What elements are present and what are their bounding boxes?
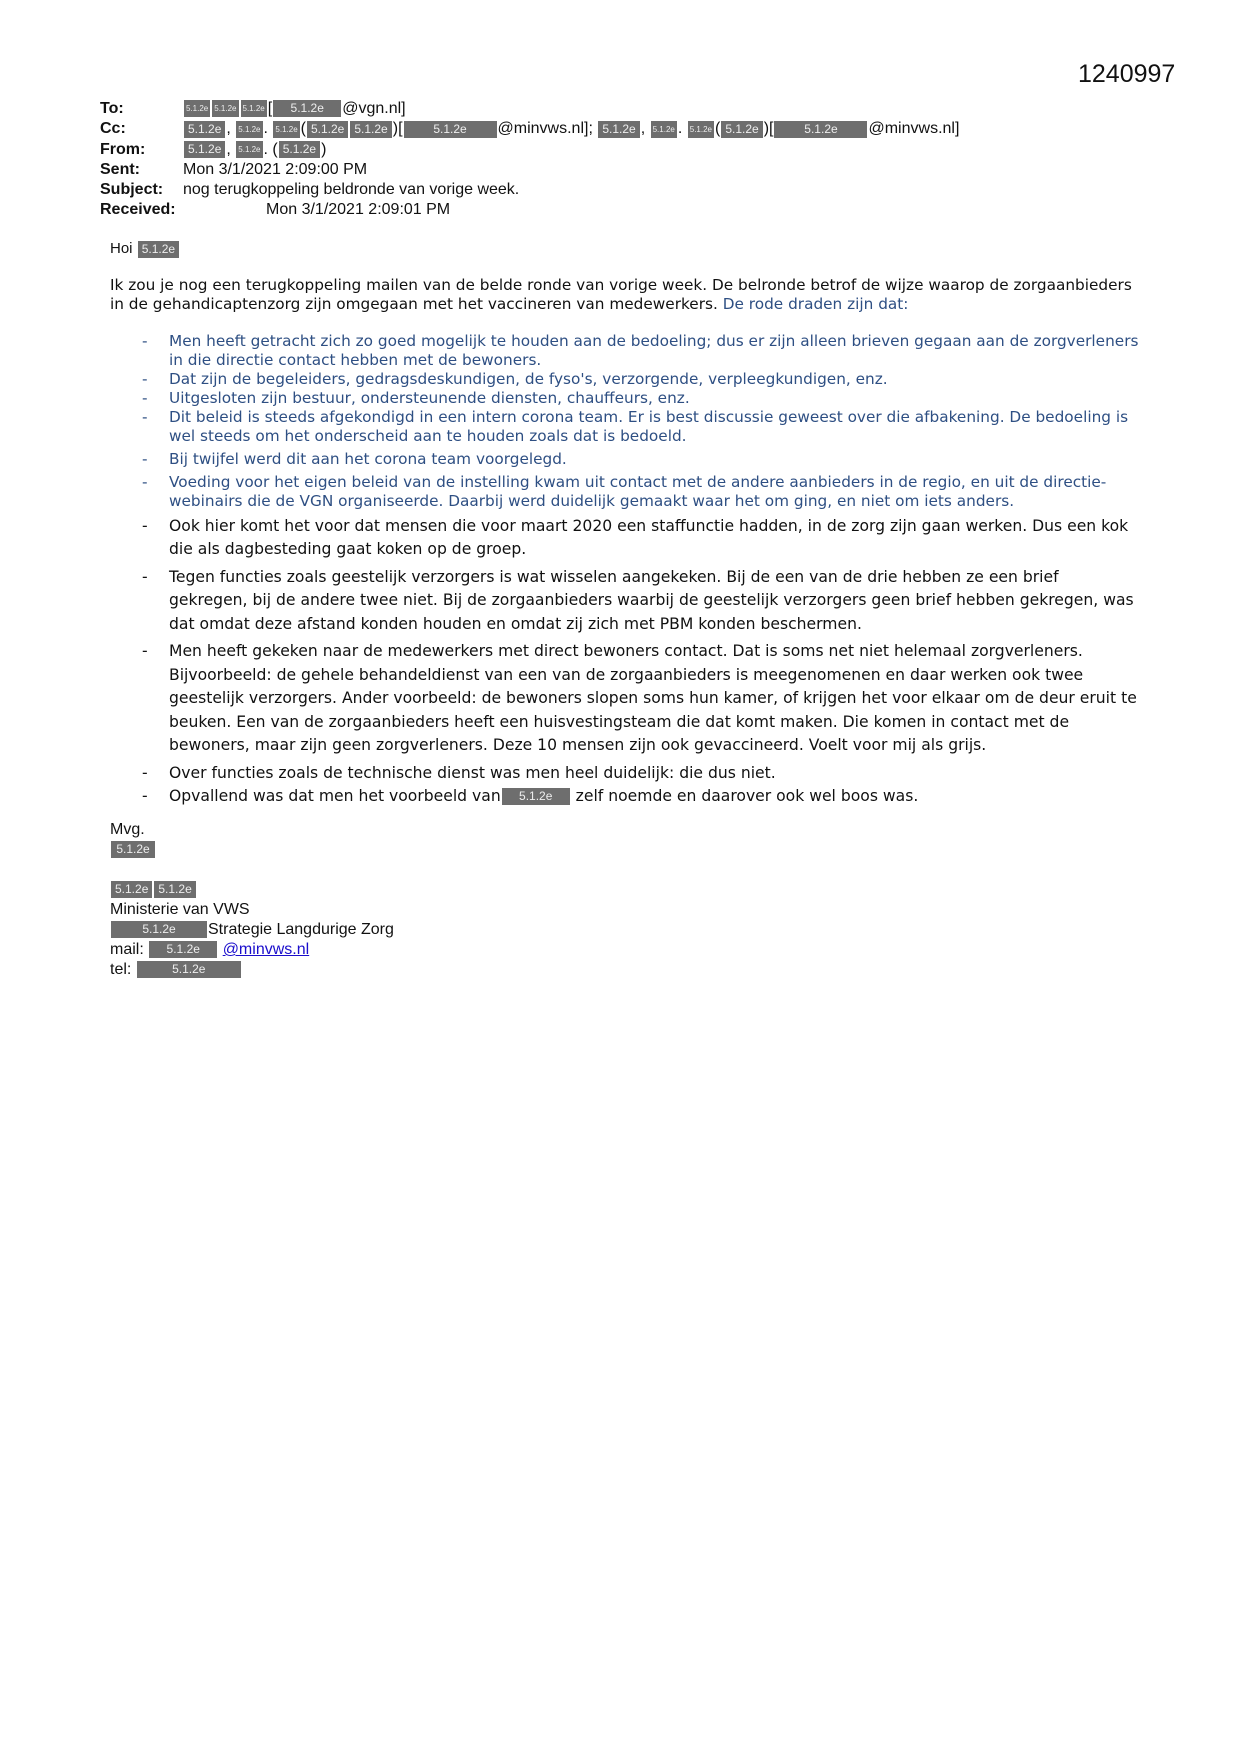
redaction: 5.1.2e [598,121,639,138]
list-item: - Ook hier komt het voor dat mensen die voor maart 2020 een staffunctie hadden, in de zorg zijn gaan werken. Dus een kok die als dagbesteding gaat koken op de groep. [110,515,1140,562]
signature [110,820,394,980]
to-label: To: [100,100,124,117]
sent-value: Mon 3/1/2021 2:09:00 PM [183,160,368,178]
redaction: 5.1.2e [184,121,225,138]
redaction: 5.1.2e [137,961,241,978]
org-name: Ministerie van VWS [110,901,250,918]
redaction: 5.1.2e [154,881,195,898]
list-item: - Uitgesloten zijn bestuur, ondersteunende diensten, chauffeurs, enz. [110,389,1140,408]
redaction: 5.1.2e [404,121,497,138]
list-item: - Dit beleid is steeds afgekondigd in een intern corona team. Er is best discussie geweest over die afbakening. De bedoeling is wel steeds om het onderscheid aan te houden zoals dat is bedoeld. [110,408,1140,446]
bullet-text: zelf noemde en daarover ook wel boos was. [575,787,919,806]
list-item: - Men heeft gekeken naar de medewerkers met direct bewoners contact. Dat is soms net niet helemaal zorgverleners. Bijvoorbeeld: de gehele behandeldienst van een van de zorgaanbieders is meegenomenen en daar werken ook twee geestelijk verzorgers. Ander voorbeeld: de bewoners slopen soms hun kamer, of krijgen het voor elkaar om de deur eruit te beuken. Een van de zorgaanbieders heeft een huisvestingsteam die dat komt maken. Die komen in contact met de bewoners, maar zijn geen zorgverleners. Deze 10 mensen zijn ook gevaccineerd. Voelt voor mij als grijs. [110,640,1140,758]
redaction: 5.1.2e [111,881,152,898]
redaction: 5.1.2e [236,121,262,138]
subject-value: nog terugkoppeling beldronde van vorige week. [183,181,520,199]
tel-label: tel: [110,961,132,978]
from-row: From: 5.1.2e , 5.1.2e . ( 5.1.2e ) [100,140,959,160]
from-label: From: [100,140,146,158]
redaction: 5.1.2e [138,241,179,258]
document-number: 1240997 [1078,60,1176,88]
mail-label: mail: [110,941,144,958]
redaction: 5.1.2e [688,121,714,138]
redaction: 5.1.2e [273,121,299,138]
redaction: 5.1.2e [279,141,320,158]
intro-blue-text: De rode draden zijn dat: [722,294,909,313]
cc-suffix: @minvws.nl] [868,120,960,138]
redaction: 5.1.2e [184,141,225,158]
redaction: 5.1.2e [111,841,155,858]
sent-row [100,160,959,180]
redaction: 5.1.2e [774,121,867,138]
redaction: 5.1.2e [651,121,677,138]
subject-label: Subject: [100,181,164,199]
received-label: Received: [100,201,176,219]
email-link[interactable]: @minvws.nl [222,941,310,958]
bullet-list [110,332,1140,809]
greeting [110,240,1140,258]
email-body [110,240,1140,813]
greeting-text: Hoi [110,240,133,257]
list-item: - Bij twijfel werd dit aan het corona team voorgelegd. [110,450,1140,469]
cc-row: Cc: 5.1.2e , 5.1.2e . 5.1.2e ( 5.1.2e 5.1.2e )[ 5.1.2e @minvws.nl]; 5.1.2e , 5.1.2e . 5.1.2e ( 5.1.2e )[ 5.1.2e @minvws.nl] [100,119,959,139]
received-value: Mon 3/1/2021 2:09:01 PM [266,201,451,219]
redaction: 5.1.2e [307,121,348,138]
redaction: 5.1.2e [149,941,217,958]
redaction: 5.1.2e [273,100,341,117]
to-row: To: 5.1.2e 5.1.2e 5.1.2e [ 5.1.2e @vgn.nl] [100,99,959,119]
redaction: 5.1.2e [721,121,762,138]
sent-label: Sent: [100,160,140,178]
redaction: 5.1.2e [502,788,570,805]
list-item: - Tegen functies zoals geestelijk verzorgers is wat wisselen aangekeken. Bij de een van de drie hebben ze een brief gekregen, bij de andere twee niet. Bij de zorgaanbieders waarbij de geestelijk verzorgers geen brief hebben gekregen, was dat omdat deze afstand konden houden en omdat zij zich met PBM konden beschermen. [110,566,1140,637]
redaction: 5.1.2e [111,921,207,938]
redaction: 5.1.2e [212,100,238,117]
redaction: 5.1.2e [184,100,210,117]
dept-name: Strategie Langdurige Zorg [208,921,394,938]
redaction: 5.1.2e [241,100,267,117]
intro-paragraph [110,276,1140,314]
redaction: 5.1.2e [350,121,391,138]
cc-label: Cc: [100,120,126,138]
list-item: - Dat zijn de begeleiders, gedragsdeskundigen, de fyso's, verzorgende, verpleegkundigen, enz. [110,370,1140,389]
subject-row [100,180,959,200]
closing: Mvg. [110,821,145,838]
list-item: - Men heeft getracht zich zo goed mogelijk te houden aan de bedoeling; dus er zijn alleen brieven gegaan aan de zorgverleners in die directie contact hebben met de bewoners. [110,332,1140,370]
email-header [100,99,959,221]
bullet-text: Opvallend was dat men het voorbeeld van [169,787,501,806]
list-item: - Voeding voor het eigen beleid van de instelling kwam uit contact met de andere aanbieders in de regio, en uit de directie-webinairs die de VGN organiseerde. Daarbij werd duidelijk gemaakt waar het om ging, en niet om iets anders. [110,473,1140,511]
to-suffix: @vgn.nl] [342,100,406,117]
list-item: - Over functies zoals de technische dienst was men heel duidelijk: die dus niet. [110,762,1140,786]
received-row [100,200,959,220]
redaction: 5.1.2e [236,141,262,158]
cc-suffix: @minvws.nl]; [497,120,593,138]
intro-text: Ik zou je nog een terugkoppeling mailen van de belde ronde van vorige week. De belronde betrof de wijze waarop de zorgaanbieders in de gehandicaptenzorg zijn omgegaan met het vaccineren van medewerkers. [110,275,1132,313]
list-item [110,785,1140,809]
